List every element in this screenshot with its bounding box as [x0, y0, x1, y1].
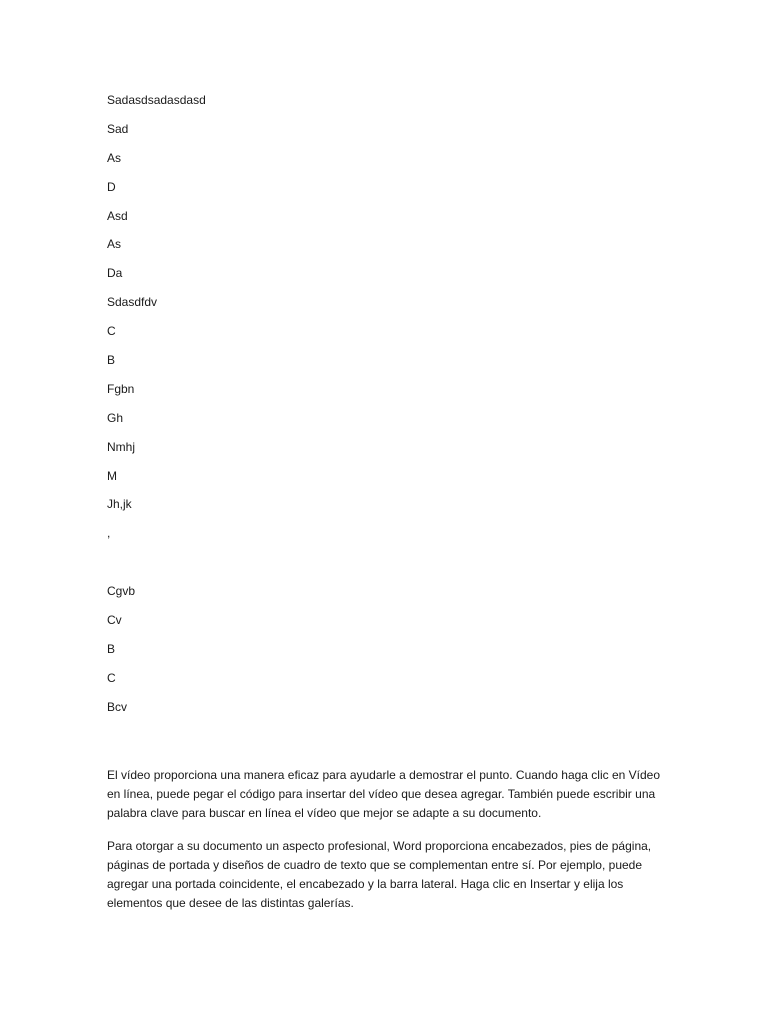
- text-line: Nmhj: [107, 439, 136, 454]
- text-line: M: [107, 468, 117, 483]
- paragraph-video: El vídeo proporciona una manera eficaz para ayudarle a demostrar el punto. Cuando haga clic en Vídeo en línea, puede pegar el código para insertar del vídeo que desea agregar. También puede escribir una palabra clave para buscar en línea el vídeo que mejor se adapte a su documento.: [107, 768, 661, 820]
- text-line: B: [107, 641, 116, 656]
- paragraph-design: Para otorgar a su documento un aspecto profesional, Word proporciona encabezados, pies de página, páginas de portada y diseños de cuadro de texto que se complementan entre sí. Por ejemplo, puede agregar una portada coincidente, el encabezado y la barra lateral. Haga clic en Insertar y elija los elementos que desee de las distintas galerías.: [107, 839, 652, 910]
- text-line: Gh: [107, 410, 124, 425]
- text-line: Sdasdfdv: [107, 295, 158, 310]
- text-line: ,: [107, 526, 111, 541]
- text-line: As: [107, 150, 122, 165]
- text-line: Cgvb: [107, 584, 136, 599]
- text-line: B: [107, 353, 116, 368]
- empty-line: [107, 554, 206, 570]
- text-line: D: [107, 179, 116, 194]
- text-line: Asd: [107, 208, 128, 223]
- text-line: Fgbn: [107, 381, 135, 396]
- text-line: Sadasdsadasdasd: [107, 93, 206, 107]
- text-line: Sad: [107, 121, 129, 136]
- text-line: As: [107, 237, 122, 252]
- text-line: Da: [107, 266, 123, 281]
- text-line: C: [107, 324, 116, 339]
- short-lines-list: [107, 92, 206, 728]
- text-line: Bcv: [107, 699, 128, 714]
- text-line: Jh,jk: [107, 497, 132, 512]
- text-line: C: [107, 670, 116, 685]
- text-line: Cv: [107, 613, 122, 628]
